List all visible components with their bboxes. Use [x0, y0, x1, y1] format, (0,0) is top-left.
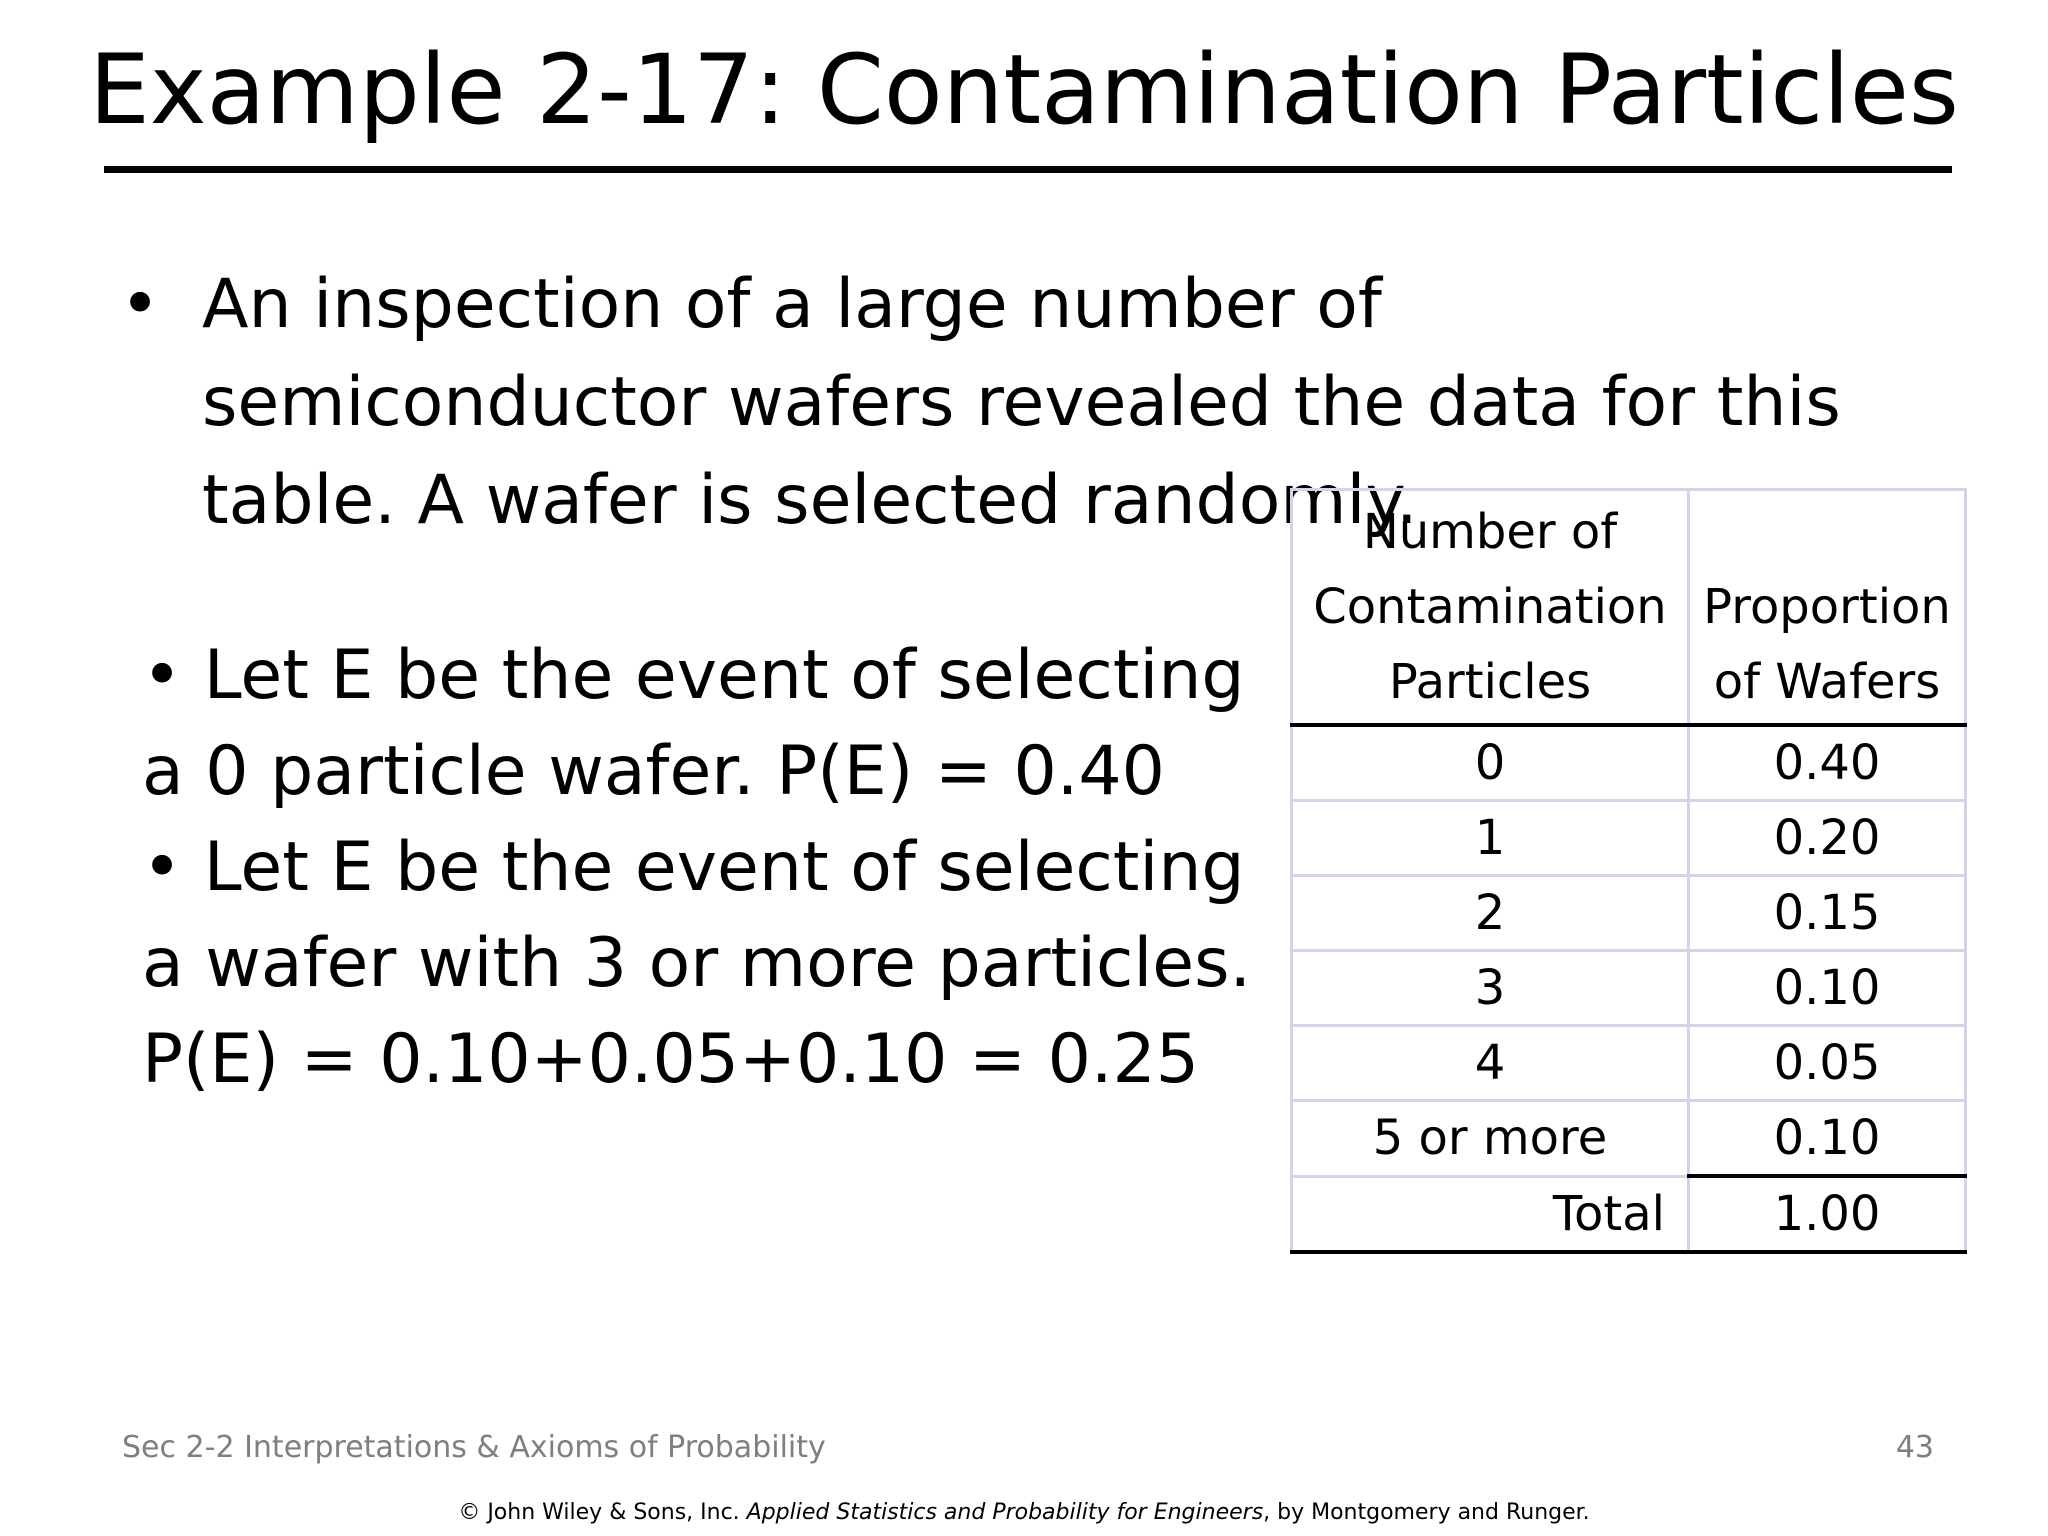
copyright-line [0, 1500, 2048, 1525]
sub-bullet-line-3: • Let E be the event of selecting [142, 828, 1245, 907]
sub-bullet-line-5: P(E) = 0.10+0.05+0.10 = 0.25 [142, 1020, 1200, 1099]
proportion-cell: 0.20 [1689, 801, 1966, 876]
title-underline [104, 166, 1952, 173]
header-number-of-particles: Number of Contamination Particles [1292, 490, 1689, 726]
total-value: 1.00 [1689, 1176, 1966, 1252]
proportion-cell: 0.05 [1689, 1026, 1966, 1101]
particles-cell: 2 [1292, 876, 1689, 951]
particles-cell: 0 [1292, 725, 1689, 801]
copyright-suffix: , by Montgomery and Runger. [1263, 1500, 1590, 1525]
main-bullet-text: An inspection of a large number of semiconductor wafers revealed the data for this table. A wafer is selected randomly. [202, 265, 1841, 540]
header-proportion-of-wafers: Proportion of Wafers [1689, 490, 1966, 726]
particles-cell: 3 [1292, 951, 1689, 1026]
bullet-marker: • [120, 265, 161, 344]
particles-cell: 4 [1292, 1026, 1689, 1101]
copyright-prefix: © John Wiley & Sons, Inc. [458, 1500, 747, 1525]
sub-bullet-line-2: a 0 particle wafer. P(E) = 0.40 [142, 732, 1165, 811]
slide-title: Example 2-17: Contamination Particles [89, 34, 1959, 146]
table-row [1292, 725, 1966, 801]
proportion-cell: 0.10 [1689, 951, 1966, 1026]
book-title: Applied Statistics and Probability for Engineers [746, 1500, 1264, 1525]
contamination-table [1290, 488, 1967, 1254]
table-row [1292, 951, 1966, 1026]
particles-cell: 1 [1292, 801, 1689, 876]
proportion-cell: 0.15 [1689, 876, 1966, 951]
table-row [1292, 1026, 1966, 1101]
sub-bullet-line-1: • Let E be the event of selecting [142, 636, 1245, 715]
proportion-cell: 0.40 [1689, 725, 1966, 801]
table-total-row [1292, 1176, 1966, 1252]
footer-section: Sec 2-2 Interpretations & Axioms of Probability [122, 1430, 826, 1465]
table-row [1292, 1101, 1966, 1177]
total-label: Total [1292, 1176, 1689, 1252]
particles-cell: 5 or more [1292, 1101, 1689, 1177]
table-row [1292, 876, 1966, 951]
sub-bullets [142, 628, 1252, 1108]
page-number: 43 [1895, 1430, 1934, 1465]
proportion-cell: 0.10 [1689, 1101, 1966, 1177]
table-header-row [1292, 490, 1966, 726]
table-row [1292, 801, 1966, 876]
sub-bullet-line-4: a wafer with 3 or more particles. [142, 924, 1252, 1003]
